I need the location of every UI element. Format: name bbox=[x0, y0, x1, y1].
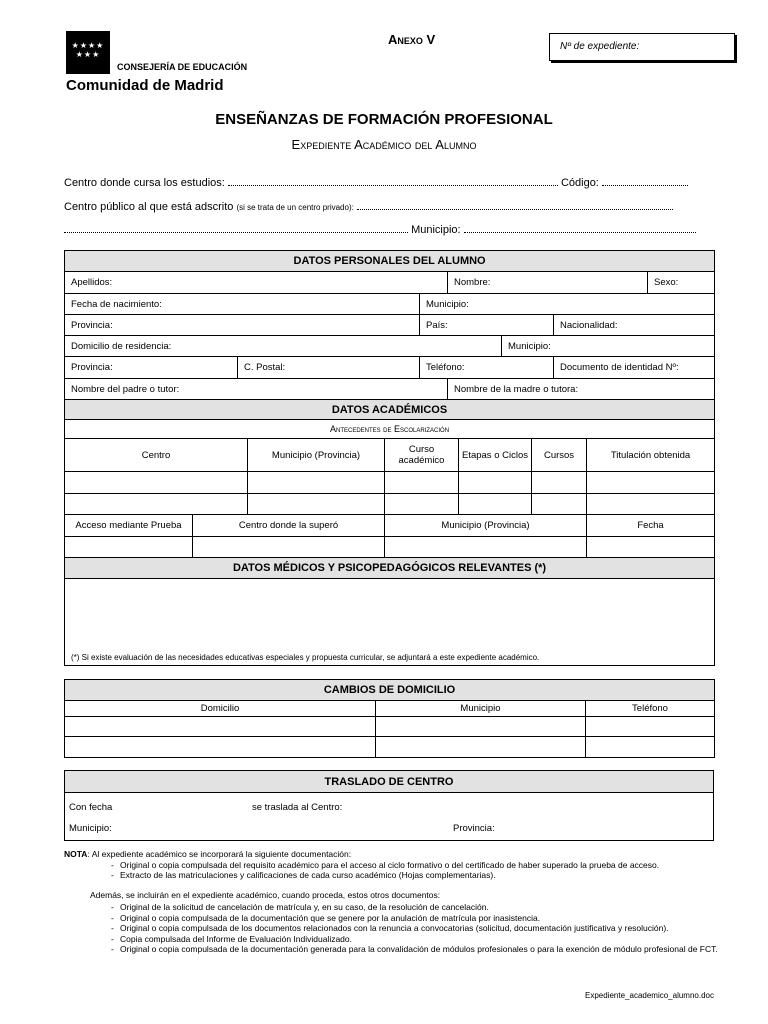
datos-academicos-table bbox=[64, 399, 715, 666]
cell[interactable] bbox=[586, 717, 715, 737]
traslado-municipio-label: Municipio: bbox=[69, 823, 112, 834]
sexo-field[interactable]: Sexo: bbox=[648, 272, 715, 294]
nota-list-1 bbox=[111, 860, 724, 881]
col-telefono: Teléfono bbox=[586, 701, 715, 717]
datos-academicos-header: DATOS ACADÉMICOS bbox=[65, 400, 715, 420]
cell[interactable] bbox=[385, 472, 459, 494]
table-row bbox=[65, 537, 715, 558]
list-item: - Original o copia compulsada del requisito académico para el acceso al ciclo formativo o del certificado de haber superado la prueba de acceso. bbox=[111, 860, 724, 871]
cell[interactable] bbox=[65, 537, 193, 558]
datos-personales-table bbox=[64, 250, 715, 400]
nota-section bbox=[64, 849, 724, 955]
nota-label: NOTA bbox=[64, 849, 88, 859]
col-cursos: Cursos bbox=[532, 439, 587, 472]
datos-medicos-field[interactable] bbox=[65, 579, 715, 666]
cell[interactable] bbox=[65, 737, 376, 758]
col-titulacion: Titulación obtenida bbox=[587, 439, 715, 472]
expediente-number-field[interactable] bbox=[549, 33, 735, 61]
list-item: - Original o copia compulsada de la documentación generada para la convalidación de módulos profesionales o para la exención de módulo profesional de FCT. bbox=[111, 944, 724, 955]
adscrito-line bbox=[64, 201, 673, 213]
comunidad-madrid-logo bbox=[66, 31, 110, 74]
table-row bbox=[65, 737, 715, 758]
col-municipio-prueba: Municipio (Provincia) bbox=[385, 515, 587, 537]
codigo-label: Código: bbox=[560, 177, 599, 189]
cell[interactable] bbox=[532, 472, 587, 494]
datos-medicos-header: DATOS MÉDICOS Y PSICOPEDAGÓGICOS RELEVANTES (*) bbox=[65, 558, 715, 579]
centro-label: Centro donde cursa los estudios: bbox=[64, 177, 225, 189]
domicilio-field[interactable]: Domicilio de residencia: bbox=[65, 336, 502, 357]
nombre-field[interactable]: Nombre: bbox=[448, 272, 648, 294]
consejeria-label: CONSEJERÍA DE EDUCACIÓN bbox=[117, 62, 248, 72]
cell[interactable] bbox=[248, 472, 385, 494]
cell[interactable] bbox=[193, 537, 385, 558]
antecedentes-subheader: Antecedentes de Escolarización bbox=[65, 420, 715, 439]
cell[interactable] bbox=[459, 472, 532, 494]
cell[interactable] bbox=[385, 537, 587, 558]
cell[interactable] bbox=[459, 494, 532, 515]
col-acceso-prueba: Acceso mediante Prueba bbox=[65, 515, 193, 537]
list-item: - Original de la solicitud de cancelación de matrícula y, en su caso, de la resolución de cancelación. bbox=[111, 902, 724, 913]
cell[interactable] bbox=[587, 494, 715, 515]
municipio-residencia-field[interactable]: Municipio: bbox=[502, 336, 715, 357]
datos-medicos-note: (*) Si existe evaluación de las necesidades educativas especiales y propuesta curricular, se adjuntará a este expediente académico. bbox=[71, 653, 540, 662]
cell[interactable] bbox=[587, 537, 715, 558]
cell[interactable] bbox=[65, 717, 376, 737]
traslado-provincia-label: Provincia: bbox=[453, 823, 495, 834]
cell[interactable] bbox=[385, 494, 459, 515]
col-municipio: Municipio (Provincia) bbox=[248, 439, 385, 472]
comunidad-label: Comunidad de Madrid bbox=[66, 77, 224, 94]
page-subtitle: Expediente Académico del Alumno bbox=[291, 137, 477, 152]
adscrito-field-cont[interactable] bbox=[64, 224, 408, 233]
adscrito-label: Centro público al que está adscrito bbox=[64, 201, 234, 213]
municipio-nacimiento-field[interactable]: Municipio: bbox=[420, 294, 715, 315]
col-domicilio: Domicilio bbox=[65, 701, 376, 717]
list-item: - Original o copia compulsada de la documentación que se genere por la anulación de matrícula por inasistencia. bbox=[111, 913, 724, 924]
provincia-field[interactable]: Provincia: bbox=[65, 315, 420, 336]
codigo-field[interactable] bbox=[602, 177, 688, 186]
page-title: ENSEÑANZAS DE FORMACIÓN PROFESIONAL bbox=[215, 111, 553, 128]
col-municipio-dom: Municipio bbox=[376, 701, 586, 717]
expediente-label: Nº de expediente: bbox=[560, 41, 640, 52]
traslado-header: TRASLADO DE CENTRO bbox=[65, 771, 714, 793]
table-row bbox=[65, 472, 715, 494]
list-item: - Original o copia compulsada de los documentos relacionados con la renuncia a convocatorias (solicitud, documentación justificativa y resolución). bbox=[111, 923, 724, 934]
footer-filename: Expediente_academico_alumno.doc bbox=[585, 991, 714, 1000]
telefono-field[interactable]: Teléfono: bbox=[420, 357, 554, 379]
nota-list-2 bbox=[111, 902, 724, 955]
pais-field[interactable]: País: bbox=[420, 315, 554, 336]
table-row bbox=[65, 717, 715, 737]
col-centro-supero: Centro donde la superó bbox=[193, 515, 385, 537]
stars-icon: ★★★★ ★★★ bbox=[71, 41, 105, 59]
provincia-residencia-field[interactable]: Provincia: bbox=[65, 357, 238, 379]
cell[interactable] bbox=[65, 494, 248, 515]
adscrito-note: (si se trata de un centro privado): bbox=[236, 203, 354, 212]
nota-intro: : Al expediente académico se incorporará la siguiente documentación: bbox=[87, 849, 352, 859]
municipio-label: Municipio: bbox=[411, 224, 461, 236]
cambios-domicilio-header: CAMBIOS DE DOMICILIO bbox=[65, 680, 715, 701]
col-curso-academico: Curso académico bbox=[385, 439, 459, 472]
traslado-centro-table bbox=[64, 770, 714, 841]
documento-identidad-field[interactable]: Documento de identidad Nº: bbox=[554, 357, 715, 379]
centro-field[interactable] bbox=[228, 177, 558, 186]
madre-tutora-field[interactable]: Nombre de la madre o tutora: bbox=[448, 379, 715, 400]
cell[interactable] bbox=[248, 494, 385, 515]
col-etapas-ciclos: Etapas o Ciclos bbox=[459, 439, 532, 472]
datos-personales-header: DATOS PERSONALES DEL ALUMNO bbox=[65, 251, 715, 272]
list-item: - Copia compulsada del Informe de Evaluación Individualizado. bbox=[111, 934, 724, 945]
table-row bbox=[65, 494, 715, 515]
col-fecha: Fecha bbox=[587, 515, 715, 537]
centro-line bbox=[64, 177, 688, 189]
apellidos-field[interactable]: Apellidos: bbox=[65, 272, 448, 294]
se-traslada-label: se traslada al Centro: bbox=[252, 802, 343, 813]
cell[interactable] bbox=[376, 717, 586, 737]
cambios-domicilio-table bbox=[64, 679, 715, 758]
cell[interactable] bbox=[587, 472, 715, 494]
cell[interactable] bbox=[586, 737, 715, 758]
cell[interactable] bbox=[65, 472, 248, 494]
codigo-postal-field[interactable]: C. Postal: bbox=[238, 357, 420, 379]
fecha-nacimiento-field[interactable]: Fecha de nacimiento: bbox=[65, 294, 420, 315]
padre-tutor-field[interactable]: Nombre del padre o tutor: bbox=[65, 379, 448, 400]
cell[interactable] bbox=[376, 737, 586, 758]
adscrito-field[interactable] bbox=[357, 201, 673, 210]
traslado-body[interactable] bbox=[65, 793, 714, 841]
col-centro: Centro bbox=[65, 439, 248, 472]
anexo-label: Anexo V bbox=[388, 32, 436, 47]
cell[interactable] bbox=[532, 494, 587, 515]
nacionalidad-field[interactable]: Nacionalidad: bbox=[554, 315, 715, 336]
municipio-field[interactable] bbox=[464, 224, 696, 233]
con-fecha-label: Con fecha bbox=[69, 802, 113, 813]
list-item: - Extracto de las matriculaciones y calificaciones de cada curso académico (Hojas complementarias). bbox=[111, 870, 724, 881]
municipio-line bbox=[64, 224, 696, 236]
nota-intro-2: Además, se incluirán en el expediente académico, cuando proceda, estos otros documentos: bbox=[90, 889, 441, 900]
